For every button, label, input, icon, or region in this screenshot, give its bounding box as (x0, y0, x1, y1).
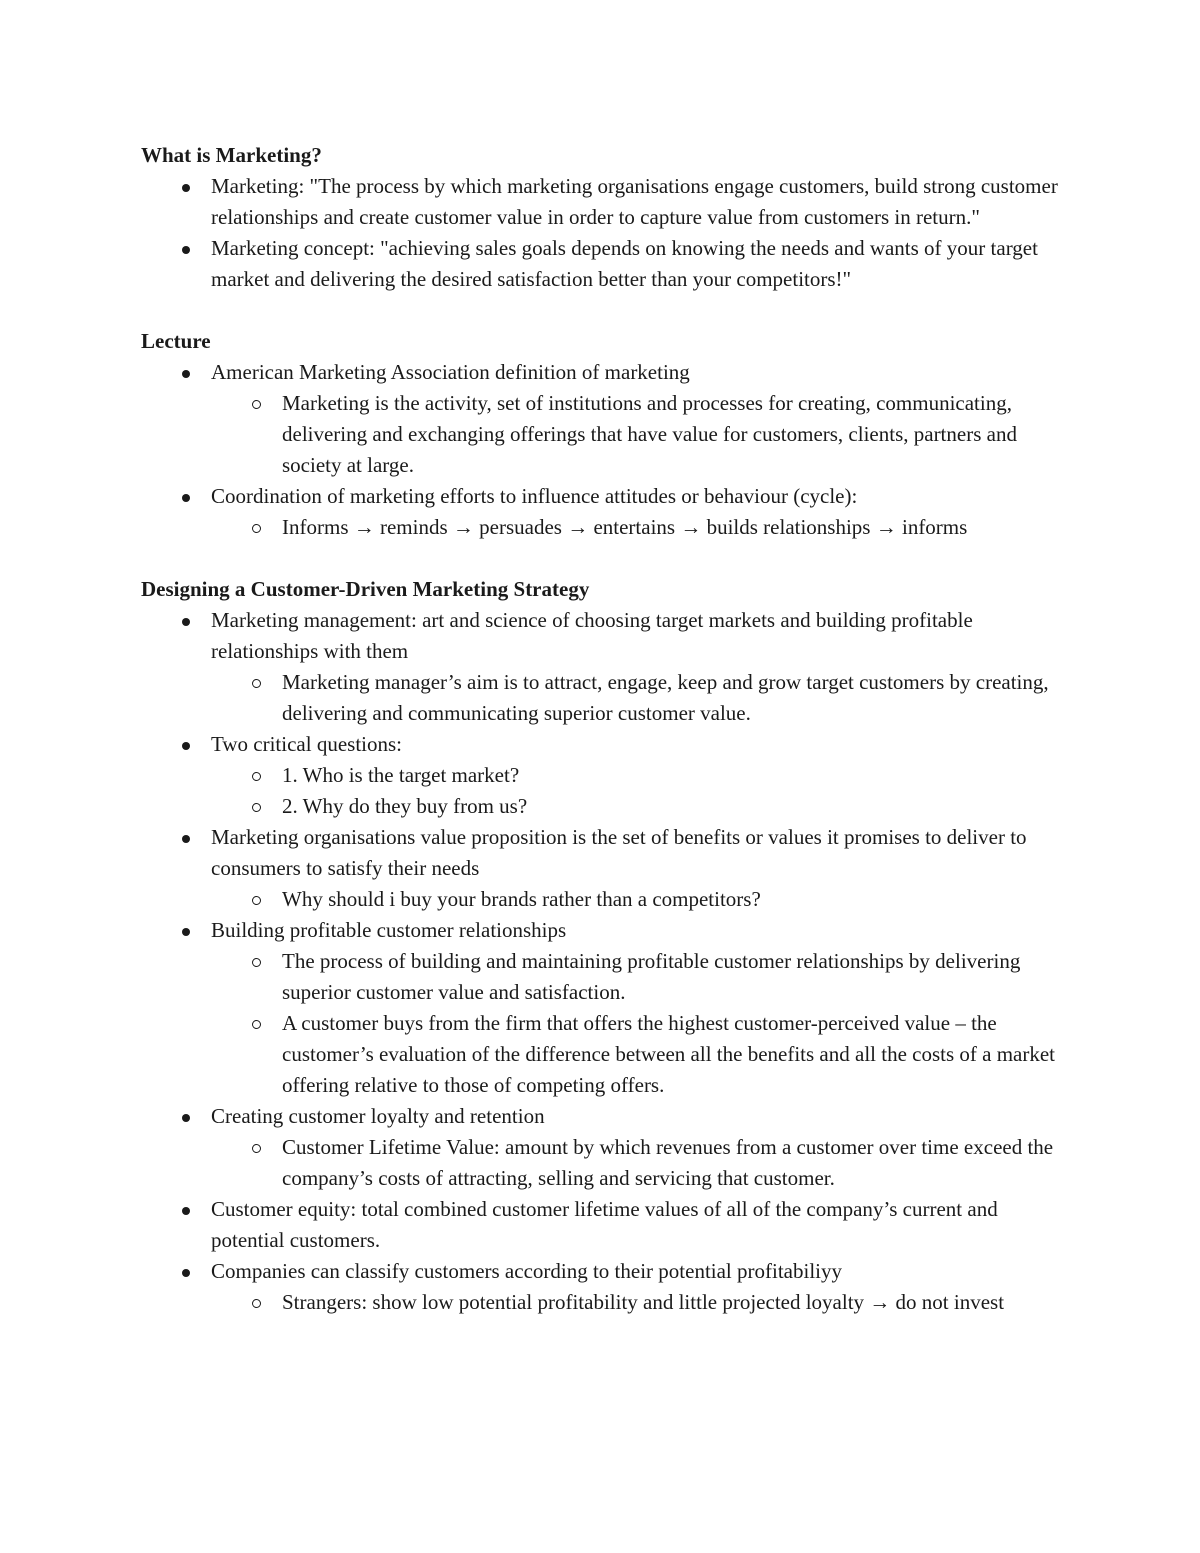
list-item-text: Marketing organisations value proposition is the set of benefits or values it promises to deliver to consumers to satisfy their needs (211, 825, 1027, 880)
list-item-text: Marketing management: art and science of choosing target markets and building profitable relationships with them (211, 608, 973, 663)
list-item (141, 1256, 1071, 1287)
sub-list-item (141, 1008, 1071, 1101)
bullet-list (141, 605, 1071, 1318)
section-what-is-marketing (141, 140, 1071, 295)
hollow-bullet-icon (252, 1144, 261, 1153)
filled-bullet-icon (182, 1207, 190, 1215)
list-item-text: Coordination of marketing efforts to influence attitudes or behaviour (cycle): (211, 484, 858, 508)
bullet-list (141, 357, 1071, 543)
sub-list-item-text: Marketing is the activity, set of institutions and processes for creating, communicating, delivering and exchanging offerings that have value for customers, clients, partners and society at large. (282, 391, 1017, 477)
list-item (141, 1194, 1071, 1256)
sub-list-item-text: Informs → reminds → persuades → entertains → builds relationships → informs (282, 515, 968, 539)
sub-list-item-text: 1. Who is the target market? (282, 763, 520, 787)
filled-bullet-icon (182, 184, 190, 192)
list-item (141, 729, 1071, 760)
sub-list-item (141, 946, 1071, 1008)
sub-list-item-text: Strangers: show low potential profitability and little projected loyalty → do not invest (282, 1290, 1005, 1314)
sub-list-item-text: A customer buys from the firm that offers the highest customer-perceived value – the customer’s evaluation of the difference between all the benefits and all the costs of a market offering relative to those of competing offers. (282, 1011, 1056, 1097)
filled-bullet-icon (182, 370, 190, 378)
list-item-text: American Marketing Association definition of marketing (211, 360, 690, 384)
sub-list-item-text: Marketing manager’s aim is to attract, engage, keep and grow target customers by creating, delivering and communicating superior customer value. (282, 670, 1049, 725)
sub-list-item-text: Why should i buy your brands rather than a competitors? (282, 887, 761, 911)
list-item-text: Marketing: "The process by which marketing organisations engage customers, build strong customer relationships and create customer value in order to capture value from customers in return." (211, 174, 1058, 229)
sub-list-item (141, 884, 1071, 915)
sub-list-item-text: The process of building and maintaining profitable customer relationships by delivering superior customer value and satisfaction. (282, 949, 1021, 1004)
filled-bullet-icon (182, 618, 190, 626)
sub-list-item (141, 760, 1071, 791)
sub-list-item-text: 2. Why do they buy from us? (282, 794, 528, 818)
filled-bullet-icon (182, 1269, 190, 1277)
list-item-text: Building profitable customer relationships (211, 918, 567, 942)
hollow-bullet-icon (252, 1020, 261, 1029)
sub-list-item (141, 667, 1071, 729)
list-item-text: Creating customer loyalty and retention (211, 1104, 545, 1128)
list-item-text: Marketing concept: "achieving sales goals depends on knowing the needs and wants of your target market and delivering the desired satisfaction better than your competitors!" (211, 236, 1038, 291)
hollow-bullet-icon (252, 772, 261, 781)
filled-bullet-icon (182, 1114, 190, 1122)
hollow-bullet-icon (252, 524, 261, 533)
filled-bullet-icon (182, 835, 190, 843)
section-heading: Designing a Customer-Driven Marketing Strategy (141, 577, 590, 601)
list-item (141, 233, 1071, 295)
list-item-text: Companies can classify customers according to their potential profitabiliyy (211, 1259, 842, 1283)
document-body (141, 140, 1071, 1318)
sub-list-item (141, 388, 1071, 481)
list-item (141, 481, 1071, 512)
hollow-bullet-icon (252, 803, 261, 812)
hollow-bullet-icon (252, 896, 261, 905)
sub-list-item-text: Customer Lifetime Value: amount by which revenues from a customer over time exceed the company’s costs of attracting, selling and servicing that customer. (282, 1135, 1054, 1190)
list-item (141, 605, 1071, 667)
hollow-bullet-icon (252, 679, 261, 688)
filled-bullet-icon (182, 246, 190, 254)
filled-bullet-icon (182, 494, 190, 502)
list-item (141, 357, 1071, 388)
sub-list-item (141, 512, 1071, 543)
filled-bullet-icon (182, 742, 190, 750)
list-item (141, 915, 1071, 946)
list-item-text: Two critical questions: (211, 732, 402, 756)
hollow-bullet-icon (252, 958, 261, 967)
list-item (141, 822, 1071, 884)
section-lecture (141, 326, 1071, 543)
list-item (141, 1101, 1071, 1132)
list-item (141, 171, 1071, 233)
sub-list-item (141, 1287, 1071, 1318)
hollow-bullet-icon (252, 400, 261, 409)
hollow-bullet-icon (252, 1299, 261, 1308)
section-heading: Lecture (141, 329, 211, 353)
sub-list-item (141, 1132, 1071, 1194)
sub-list-item (141, 791, 1071, 822)
bullet-list (141, 171, 1071, 295)
section-heading: What is Marketing? (141, 143, 322, 167)
section-customer-driven-strategy (141, 574, 1071, 1318)
list-item-text: Customer equity: total combined customer lifetime values of all of the company’s current and potential customers. (211, 1197, 998, 1252)
filled-bullet-icon (182, 928, 190, 936)
